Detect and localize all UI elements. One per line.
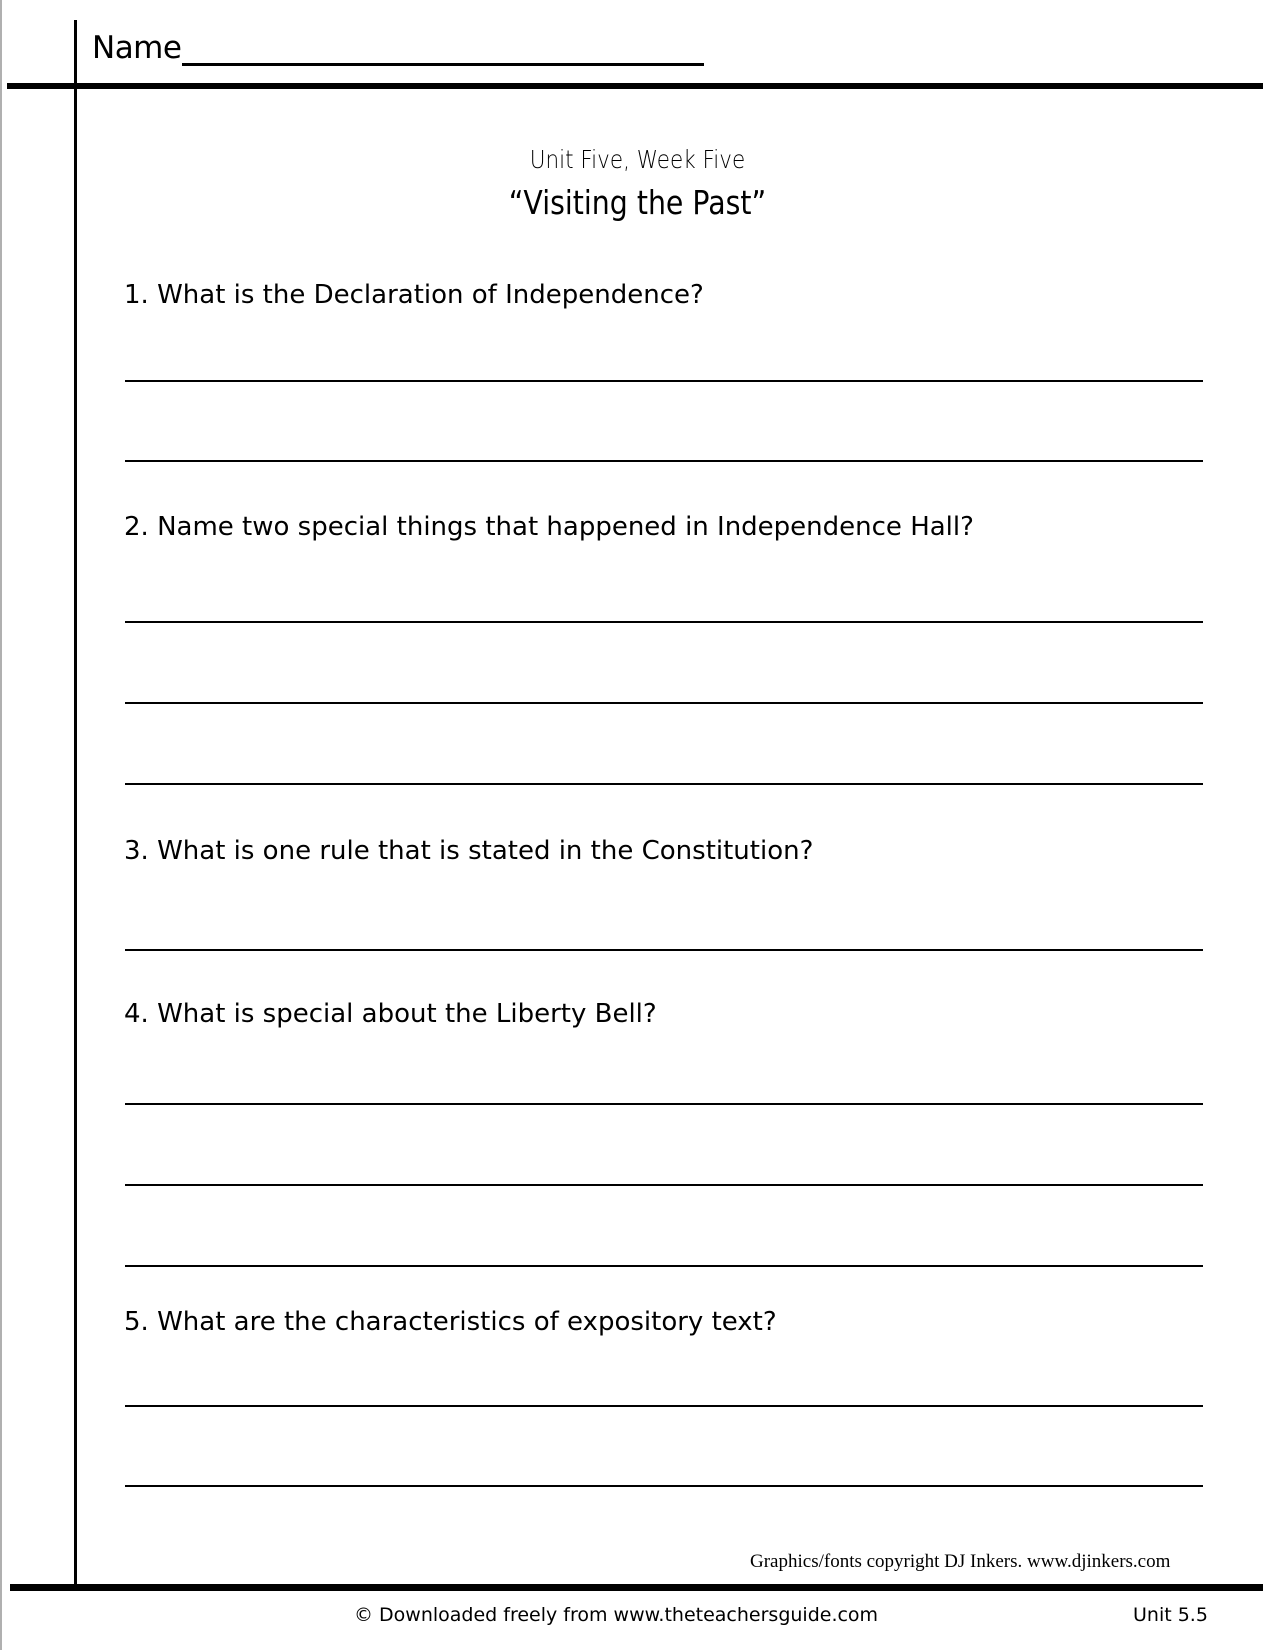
answer-line-1b[interactable] xyxy=(125,460,1203,462)
question-3: 3. What is one rule that is stated in the Constitution? xyxy=(124,836,814,866)
answer-line-3a[interactable] xyxy=(125,949,1203,951)
margin-rule-vertical xyxy=(74,20,77,1591)
name-label: Name xyxy=(92,30,182,66)
answer-line-2c[interactable] xyxy=(125,783,1203,785)
name-field[interactable] xyxy=(182,63,704,66)
answer-line-4a[interactable] xyxy=(125,1103,1203,1105)
question-1: 1. What is the Declaration of Independence? xyxy=(124,280,704,310)
download-notice: © Downloaded freely from www.theteachersguide.com xyxy=(354,1604,879,1626)
answer-line-5b[interactable] xyxy=(125,1485,1203,1487)
answer-line-2b[interactable] xyxy=(125,702,1203,704)
question-4: 4. What is special about the Liberty Bell? xyxy=(124,999,657,1029)
page-edge xyxy=(0,0,2,1650)
question-5: 5. What are the characteristics of expository text? xyxy=(124,1307,777,1337)
unit-label: Unit 5.5 xyxy=(1133,1604,1208,1626)
worksheet-subtitle: Unit Five, Week Five xyxy=(529,145,746,174)
answer-line-4c[interactable] xyxy=(125,1265,1203,1267)
answer-line-1a[interactable] xyxy=(125,380,1203,382)
answer-line-4b[interactable] xyxy=(125,1184,1203,1186)
question-2: 2. Name two special things that happened in Independence Hall? xyxy=(124,512,974,542)
footer-rule xyxy=(10,1584,1263,1591)
answer-line-5a[interactable] xyxy=(125,1405,1203,1407)
answer-line-2a[interactable] xyxy=(125,621,1203,623)
copyright-credit: Graphics/fonts copyright DJ Inkers. www.djinkers.com xyxy=(750,1551,1171,1572)
header-rule xyxy=(7,83,1263,89)
worksheet-title: “Visiting the Past” xyxy=(508,183,767,222)
